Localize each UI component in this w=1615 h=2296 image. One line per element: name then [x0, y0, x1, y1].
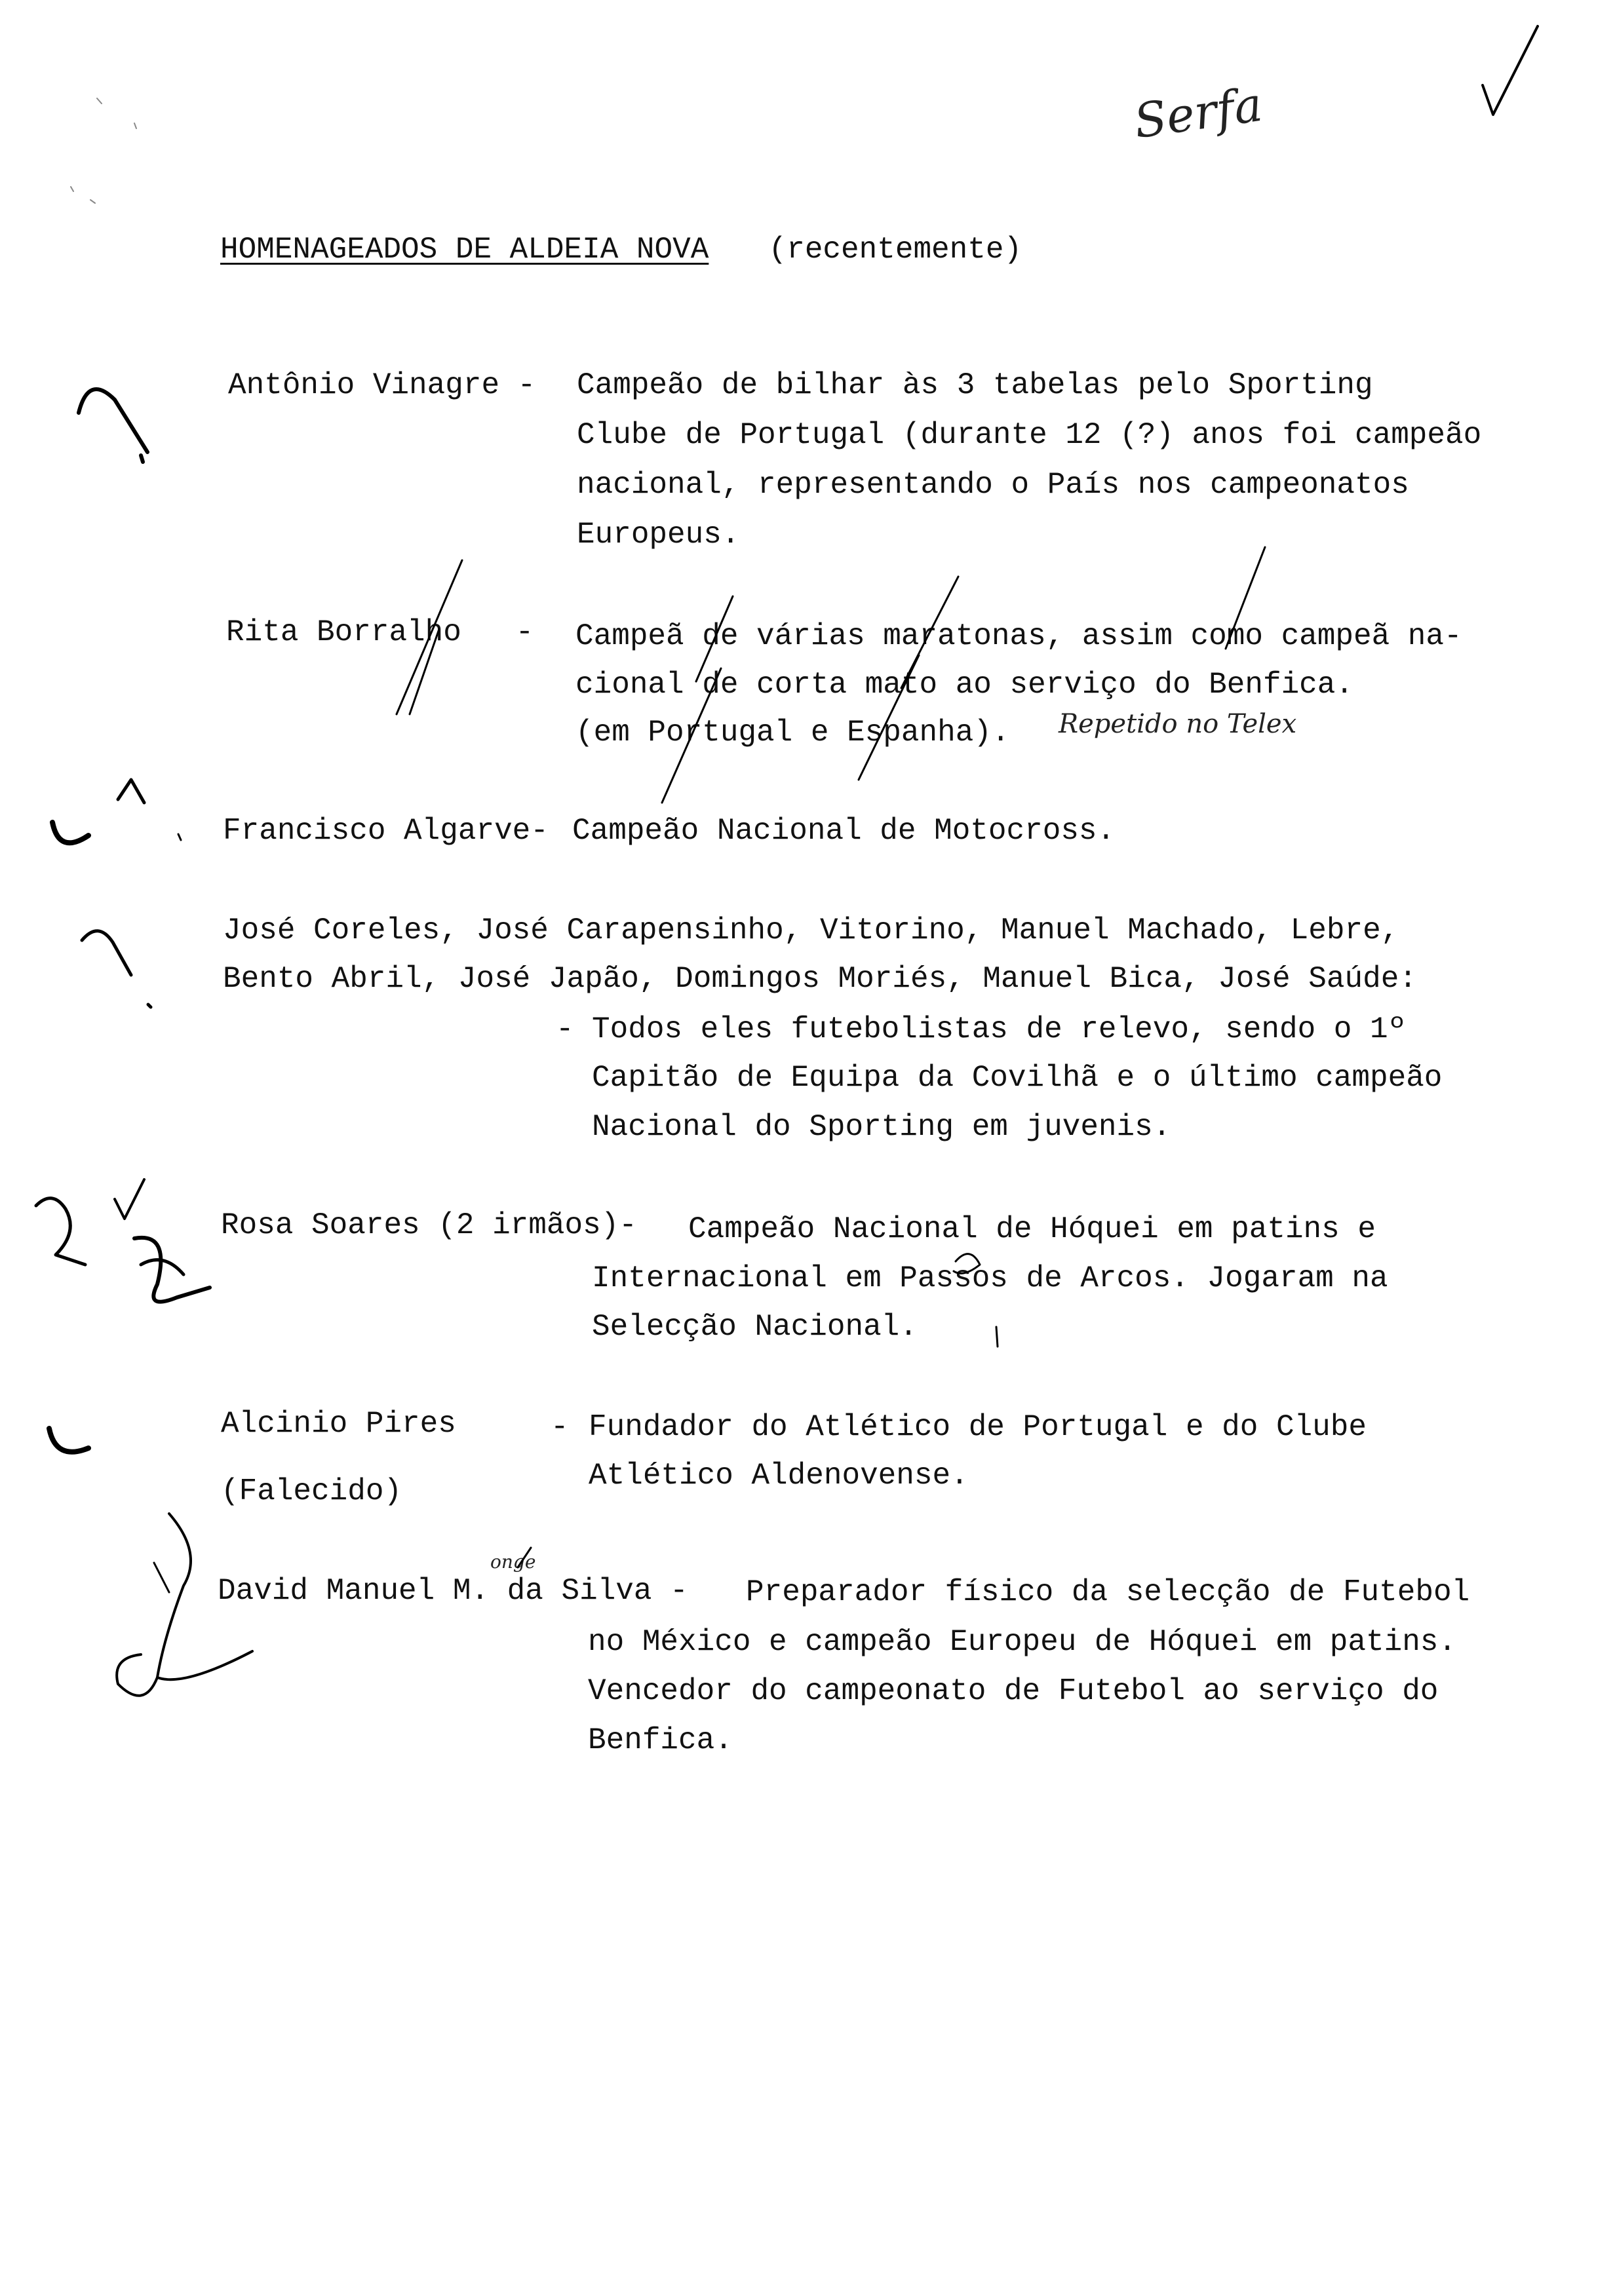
- entry-line: Atlético Aldenovense.: [589, 1459, 969, 1493]
- handwritten-superscript: onge: [490, 1551, 536, 1573]
- margin-mark: [141, 455, 143, 462]
- entry-line: Vencedor do campeonato de Futebol ao serviço do: [588, 1674, 1439, 1708]
- entry-line: cional de corta mato ao serviço do Benfica.: [575, 668, 1353, 702]
- entry-line: Selecção Nacional.: [592, 1310, 918, 1344]
- entry-names-line: Bento Abril, José Japão, Domingos Moriés, Manuel Bica, José Saúde:: [223, 962, 1417, 996]
- entry-name: Alcinio Pires: [221, 1407, 456, 1441]
- entry-line: nacional, representando o País nos campeonatos: [577, 468, 1409, 502]
- margin-mark: [115, 1179, 144, 1219]
- entry-line: Todos eles futebolistas de relevo, sendo o 1º: [592, 1012, 1407, 1046]
- entry-name: Rosa Soares (2 irmãos)-: [221, 1208, 655, 1242]
- entry-name-note: (Falecido): [221, 1474, 402, 1508]
- entry-line: no México e campeão Europeu de Hóquei em patins.: [588, 1625, 1457, 1659]
- check-mark: [1483, 26, 1538, 115]
- entry-line: (em Portugal e Espanha).: [575, 716, 1010, 750]
- entry-dash: -: [551, 1410, 587, 1444]
- margin-mark: [79, 389, 147, 452]
- entry-name: David Manuel M. da Silva -: [218, 1574, 707, 1608]
- handwritten-note: Repetido no Telex: [1059, 709, 1297, 739]
- entry-line: Campeão Nacional de Motocross.: [572, 814, 1116, 848]
- margin-mark: [36, 1198, 85, 1265]
- entry-line: Internacional em Passos de Arcos. Jogaram na: [592, 1261, 1388, 1295]
- entry-line: Fundador do Atlético de Portugal e do Clube: [589, 1410, 1367, 1444]
- entry-line: Campeão Nacional de Hóquei em patins e: [688, 1212, 1376, 1246]
- entry-dash: -: [556, 1012, 593, 1046]
- entry-line: Capitão de Equipa da Covilhã e o último campeão: [592, 1061, 1443, 1095]
- margin-mark: [148, 1004, 151, 1007]
- entry-line: Benfica.: [588, 1723, 733, 1757]
- handwritten-signature: Serfa: [1131, 76, 1266, 149]
- entry-names-line: José Coreles, José Carapensinho, Vitorino, Manuel Machado, Lebre,: [223, 913, 1399, 947]
- margin-mark: [141, 1260, 184, 1274]
- entry-line: Europeus.: [577, 518, 740, 552]
- margin-mark: [118, 780, 144, 803]
- margin-mark: [82, 931, 131, 975]
- margin-mark: [996, 1327, 998, 1347]
- entry-line: Campeão de bilhar às 3 tabelas pelo Sporting: [577, 368, 1373, 402]
- margin-mark: [178, 834, 181, 840]
- margin-mark: [154, 1563, 169, 1592]
- document-title: HOMENAGEADOS DE ALDEIA NOVA: [220, 233, 709, 267]
- entry-line: Nacional do Sporting em juvenis.: [592, 1110, 1171, 1144]
- entry-name: Francisco Algarve-: [223, 814, 549, 848]
- entry-line: Campeã de várias maratonas, assim como campeã na-: [575, 619, 1462, 653]
- speck: [71, 98, 136, 203]
- entry-line: Preparador físico da selecção de Futebol: [746, 1575, 1470, 1609]
- document-title-suffix: (recentemente): [750, 233, 1022, 267]
- margin-mark: [134, 1238, 210, 1302]
- entry-name: Antônio Vinagre -: [228, 368, 554, 402]
- margin-mark: [52, 822, 88, 843]
- entry-line: Clube de Portugal (durante 12 (?) anos foi campeão: [577, 418, 1482, 452]
- margin-mark: [49, 1428, 88, 1452]
- entry-name: Rita Borralho -: [226, 615, 552, 649]
